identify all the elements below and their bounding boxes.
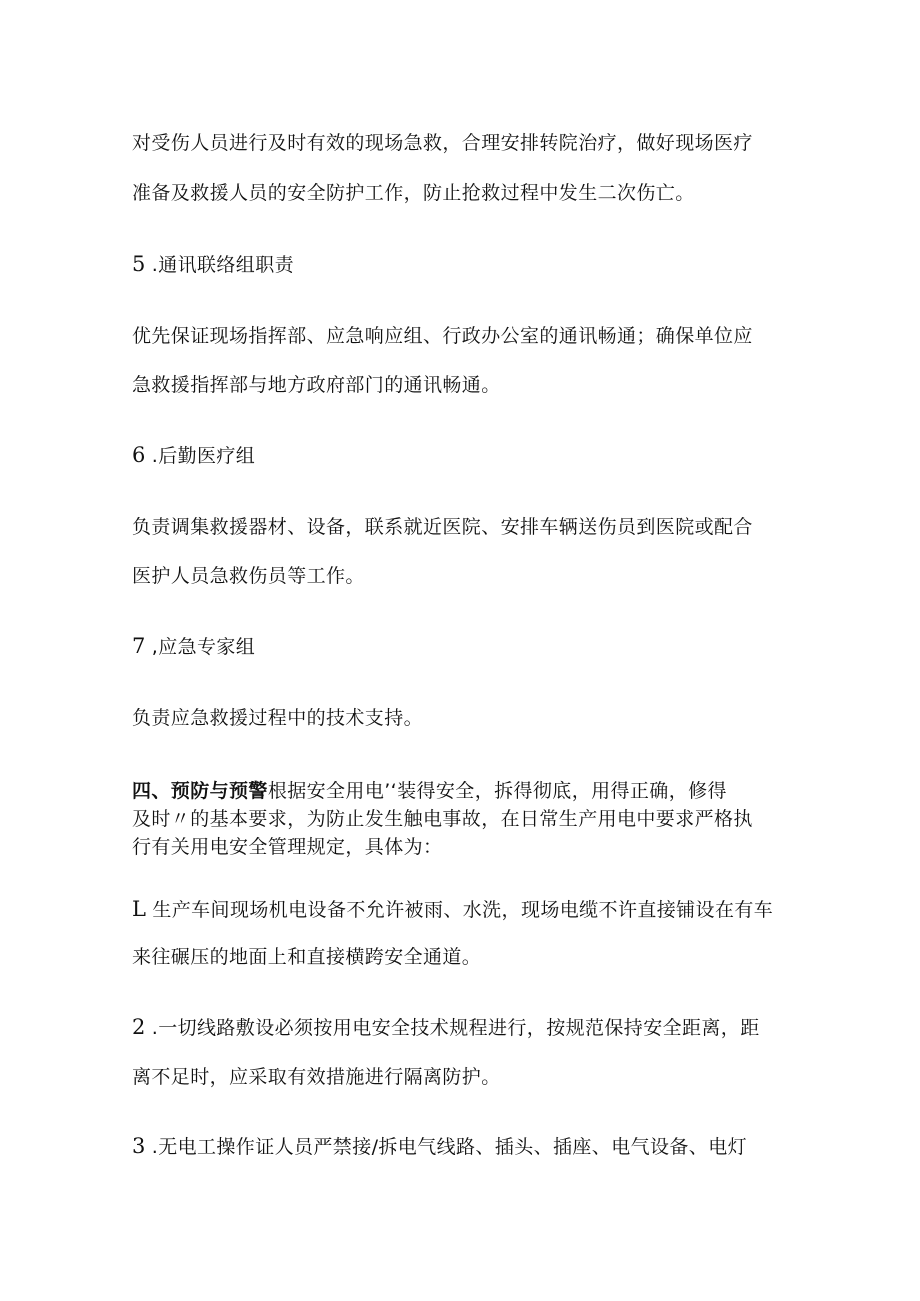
heading-number: 5 [132,252,146,276]
item-number: L [132,897,147,921]
paragraph-line: 优先保证现场指挥部、应急响应组、行政办公室的通讯畅通；确保单位应 [132,325,753,347]
heading-text: .后勤医疗组 [151,445,256,467]
paragraph-line: 及时〃的基本要求，为防止发生触电事故，在日常生产用电中要求严格执 [132,808,753,830]
section-4-line [132,778,812,804]
list-item-3 [132,1133,812,1160]
paragraph-line: 对受伤人员进行及时有效的现场急救，合理安排转院治疗，做好现场医疗 [132,132,753,154]
paragraph-line: 来往碾压的地面上和直接横跨安全通道。 [132,946,482,968]
section-heading-7 [132,633,812,660]
section-text: 根据安全用电’‘装得安全，拆得彻底，用得正确，修得 [267,780,727,802]
paragraph-line: 负责应急救援过程中的技术支持。 [132,707,424,729]
paragraph-line: 行有关用电安全管理规定，具体为： [132,836,443,858]
paragraph-line: 离不足时，应采取有效措施进行隔离防护。 [132,1066,501,1088]
paragraph-line: 急救援指挥部与地方政府部门的通讯畅通。 [132,374,501,396]
list-item-1 [132,896,812,923]
list-item-2 [132,1014,812,1041]
heading-text: ,应急专家组 [151,636,256,658]
paragraph-line: 准备及救援人员的安全防护工作，防止抢救过程中发生二次伤亡。 [132,182,695,204]
section-heading-5 [132,251,812,278]
item-text: 生产车间现场机电设备不允许被雨、水洗，现场电缆不许直接铺设在有车 [152,899,774,921]
heading-number: 6 [132,443,146,467]
item-text: .无电工操作证人员严禁接/拆电气线路、插头、插座、电气设备、电灯 [151,1136,748,1158]
item-text: .一切线路敷设必须按用电安全技术规程进行，按规范保持安全距离，距 [151,1017,760,1039]
heading-number: 7 [132,634,146,658]
paragraph-line: 负责调集救援器材、设备，联系就近医院、安排车辆送伤员到医院或配合 [132,516,753,538]
section-title: 四、预防与预警 [132,780,268,802]
section-heading-6 [132,442,812,469]
item-number: 3 [132,1134,146,1158]
item-number: 2 [132,1015,146,1039]
heading-text: .通讯联络组职责 [151,254,295,276]
paragraph-line: 医护人员急救伤员等工作。 [132,565,365,587]
